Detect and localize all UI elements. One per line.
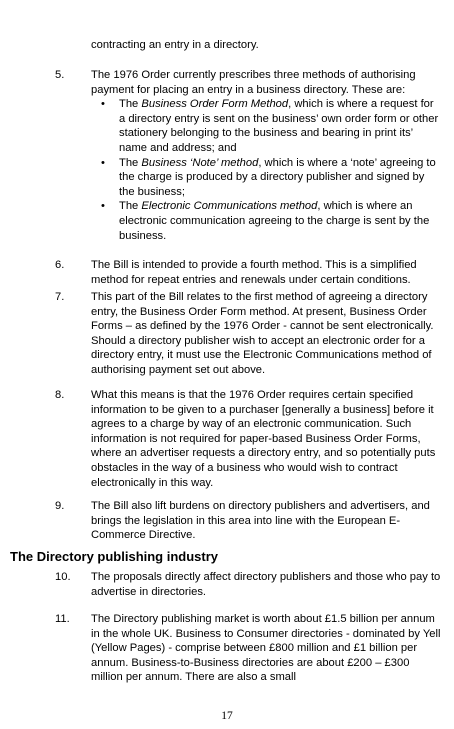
bullet-method-name: Electronic Communications method: [141, 200, 318, 213]
bullet-list: [91, 97, 441, 243]
bullet-item: [91, 199, 441, 243]
paragraph-text: This part of the Bill relates to the first method of agreeing a directory entry, the Business Order Form method. At present, Business Order Forms – as defined by the 1976 Order - cannot be sent electronically. Should a directory publisher wish to accept an electronic order for a directory entry, it must use the Electronic Communications method of authorising payment set out above.: [91, 291, 434, 376]
bullet-icon: •: [101, 156, 105, 169]
paragraph-number: 11.: [55, 613, 70, 625]
paragraph-text: The Bill is intended to provide a fourth method. This is a simplified method for repeat entries and renewals under certain conditions.: [91, 259, 417, 286]
paragraph-body: [91, 68, 441, 243]
bullet-text-end: , which is where a ‘note’ agreeing to the charge is produced by a directory publisher and signed by the business;: [119, 156, 436, 198]
paragraph-number: 6.: [55, 259, 65, 271]
bullet-method-name: Business ‘Note’ method: [141, 156, 259, 169]
paragraph-number: 10.: [55, 571, 71, 583]
bullet-text-end: , which is where an electronic communication agreeing to the charge is sent by the business.: [119, 200, 430, 242]
paragraph-text: The 1976 Order currently prescribes three methods of authorising payment for placing an entry in a business directory. These are:: [91, 69, 416, 96]
paragraph-text: The proposals directly affect directory publishers and those who pay to advertise in directories.: [91, 571, 441, 598]
bullet-icon: •: [101, 98, 105, 111]
paragraph-number: 7.: [55, 291, 65, 303]
paragraph-text: The Directory publishing market is worth about £1.5 billion per annum in the whole UK. Business to Consumer directories - dominated by Yell (Yellow Pages) - comprise between £800 million and £1 billion per annum. Business-to-Business directories are about £200 – £300 million per annum. There are also a small: [91, 613, 441, 684]
bullet-text-start: The: [119, 98, 142, 111]
continuation-text: contracting an entry in a directory.: [91, 39, 259, 51]
section-heading: The Directory publishing industry: [10, 549, 219, 564]
bullet-item: [91, 97, 441, 155]
paragraph-text: What this means is that the 1976 Order requires certain specified information to be given to a purchaser [generally a business] before it agrees to a charge by way of an electronic communication. Such information is not required for paper-based Business Order Forms, where an advertiser requests a directory entry, and so potentially puts obstacles in the way of a business who would wish to contract electronically in this way.: [91, 389, 436, 489]
page-number: 17: [221, 710, 233, 722]
paragraph-text: The Bill also lift burdens on directory publishers and advertisers, and brings the legislation in this area into line with the European E-Commerce Directive.: [91, 500, 430, 542]
bullet-text-start: The: [119, 200, 142, 213]
paragraph-number: 5.: [55, 69, 65, 81]
paragraph-number: 8.: [55, 389, 65, 401]
bullet-method-name: Business Order Form Method: [141, 98, 289, 111]
paragraph-number: 9.: [55, 500, 65, 512]
bullet-item: [91, 156, 441, 200]
bullet-text-end: , which is where a request for a directory entry is sent on the business’ own order form or other stationery belonging to the business and bearing in print its’ name and address; and: [119, 98, 439, 154]
bullet-icon: •: [101, 200, 105, 213]
bullet-text-start: The: [119, 156, 142, 169]
